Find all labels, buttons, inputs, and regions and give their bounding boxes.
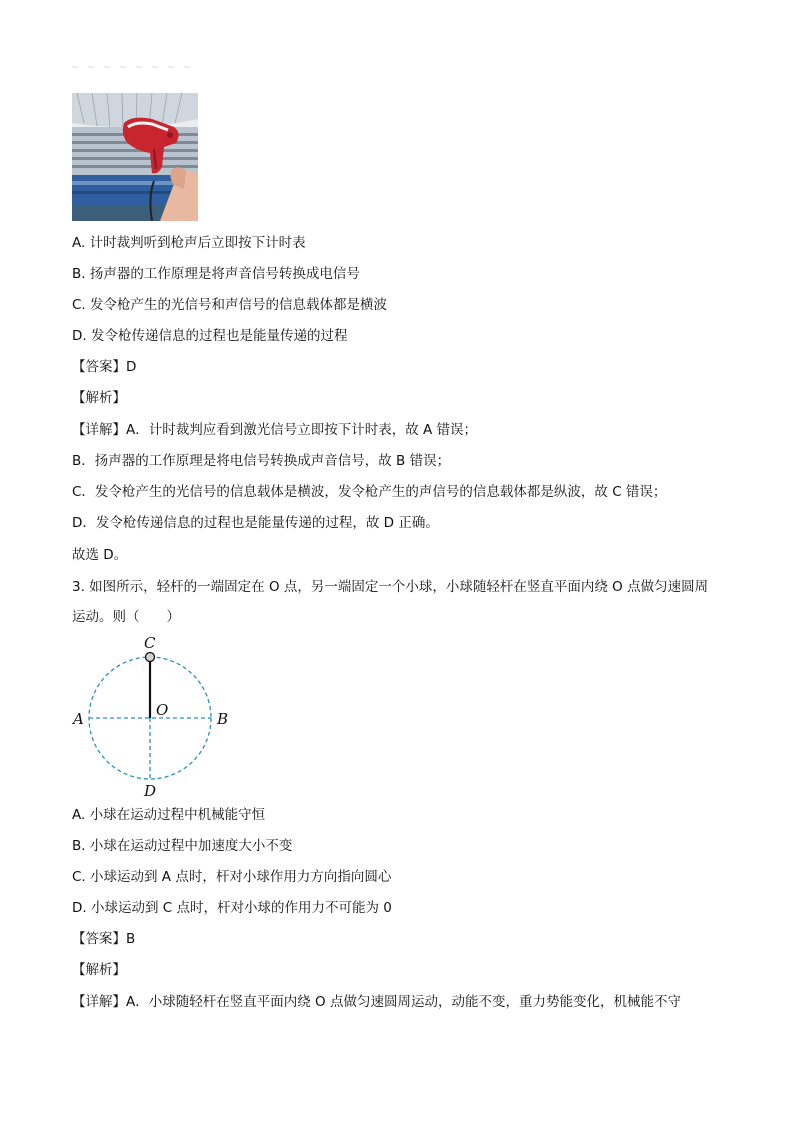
- starter-pistol-photo: [72, 93, 198, 221]
- q2-detail-a: 【详解】A．计时裁判应看到激光信号立即按下计时表，故 A 错误；: [72, 422, 478, 438]
- label-b: B: [217, 710, 229, 728]
- q3-detail-a: 【详解】A．小球随轻杆在竖直平面内绕 O 点做匀速圆周运动，动能不变，重力势能变化，机械能不守: [72, 994, 681, 1010]
- q3-option-c: C. 小球运动到 A 点时，杆对小球作用力方向指向圆心: [72, 869, 392, 885]
- q3-option-b: B. 小球在运动过程中加速度大小不变: [72, 838, 293, 854]
- label-d: D: [144, 782, 157, 800]
- q2-analysis-heading: 【解析】: [72, 390, 126, 406]
- top-remnant-mark: [72, 64, 200, 70]
- label-c: C: [144, 634, 156, 652]
- q3-option-d: D. 小球运动到 C 点时，杆对小球的作用力不可能为 0: [72, 900, 392, 916]
- label-a: A: [73, 710, 84, 728]
- q2-conclusion: 故选 D。: [72, 547, 128, 563]
- q3-stem-line1: 3. 如图所示，轻杆的一端固定在 O 点，另一端固定一个小球，小球随轻杆在竖直平面内绕 O 点做匀速圆周: [72, 579, 709, 595]
- q2-detail-d: D．发令枪传递信息的过程也是能量传递的过程，故 D 正确。: [72, 515, 439, 531]
- q3-answer: 【答案】B: [72, 931, 136, 947]
- q2-option-a: A. 计时裁判听到枪声后立即按下计时表: [72, 235, 306, 251]
- q3-option-a: A. 小球在运动过程中机械能守恒: [72, 807, 266, 823]
- q3-stem-line2: 运动。则（ ）: [72, 609, 180, 625]
- q2-detail-b: B．扬声器的工作原理是将电信号转换成声音信号，故 B 错误；: [72, 453, 451, 469]
- label-o: O: [156, 701, 169, 719]
- circular-motion-diagram: [70, 634, 240, 800]
- q2-option-d: D. 发令枪传递信息的过程也是能量传递的过程: [72, 328, 348, 344]
- q2-detail-c: C．发令枪产生的光信号的信息载体是横波，发令枪产生的声信号的信息载体都是纵波，故 C 错误；: [72, 484, 667, 500]
- q2-answer: 【答案】D: [72, 359, 137, 375]
- q3-analysis-heading: 【解析】: [72, 962, 126, 978]
- q2-option-c: C. 发令枪产生的光信号和声信号的信息载体都是横波: [72, 297, 388, 313]
- q2-option-b: B. 扬声器的工作原理是将声音信号转换成电信号: [72, 266, 360, 282]
- small-ball: [146, 653, 155, 662]
